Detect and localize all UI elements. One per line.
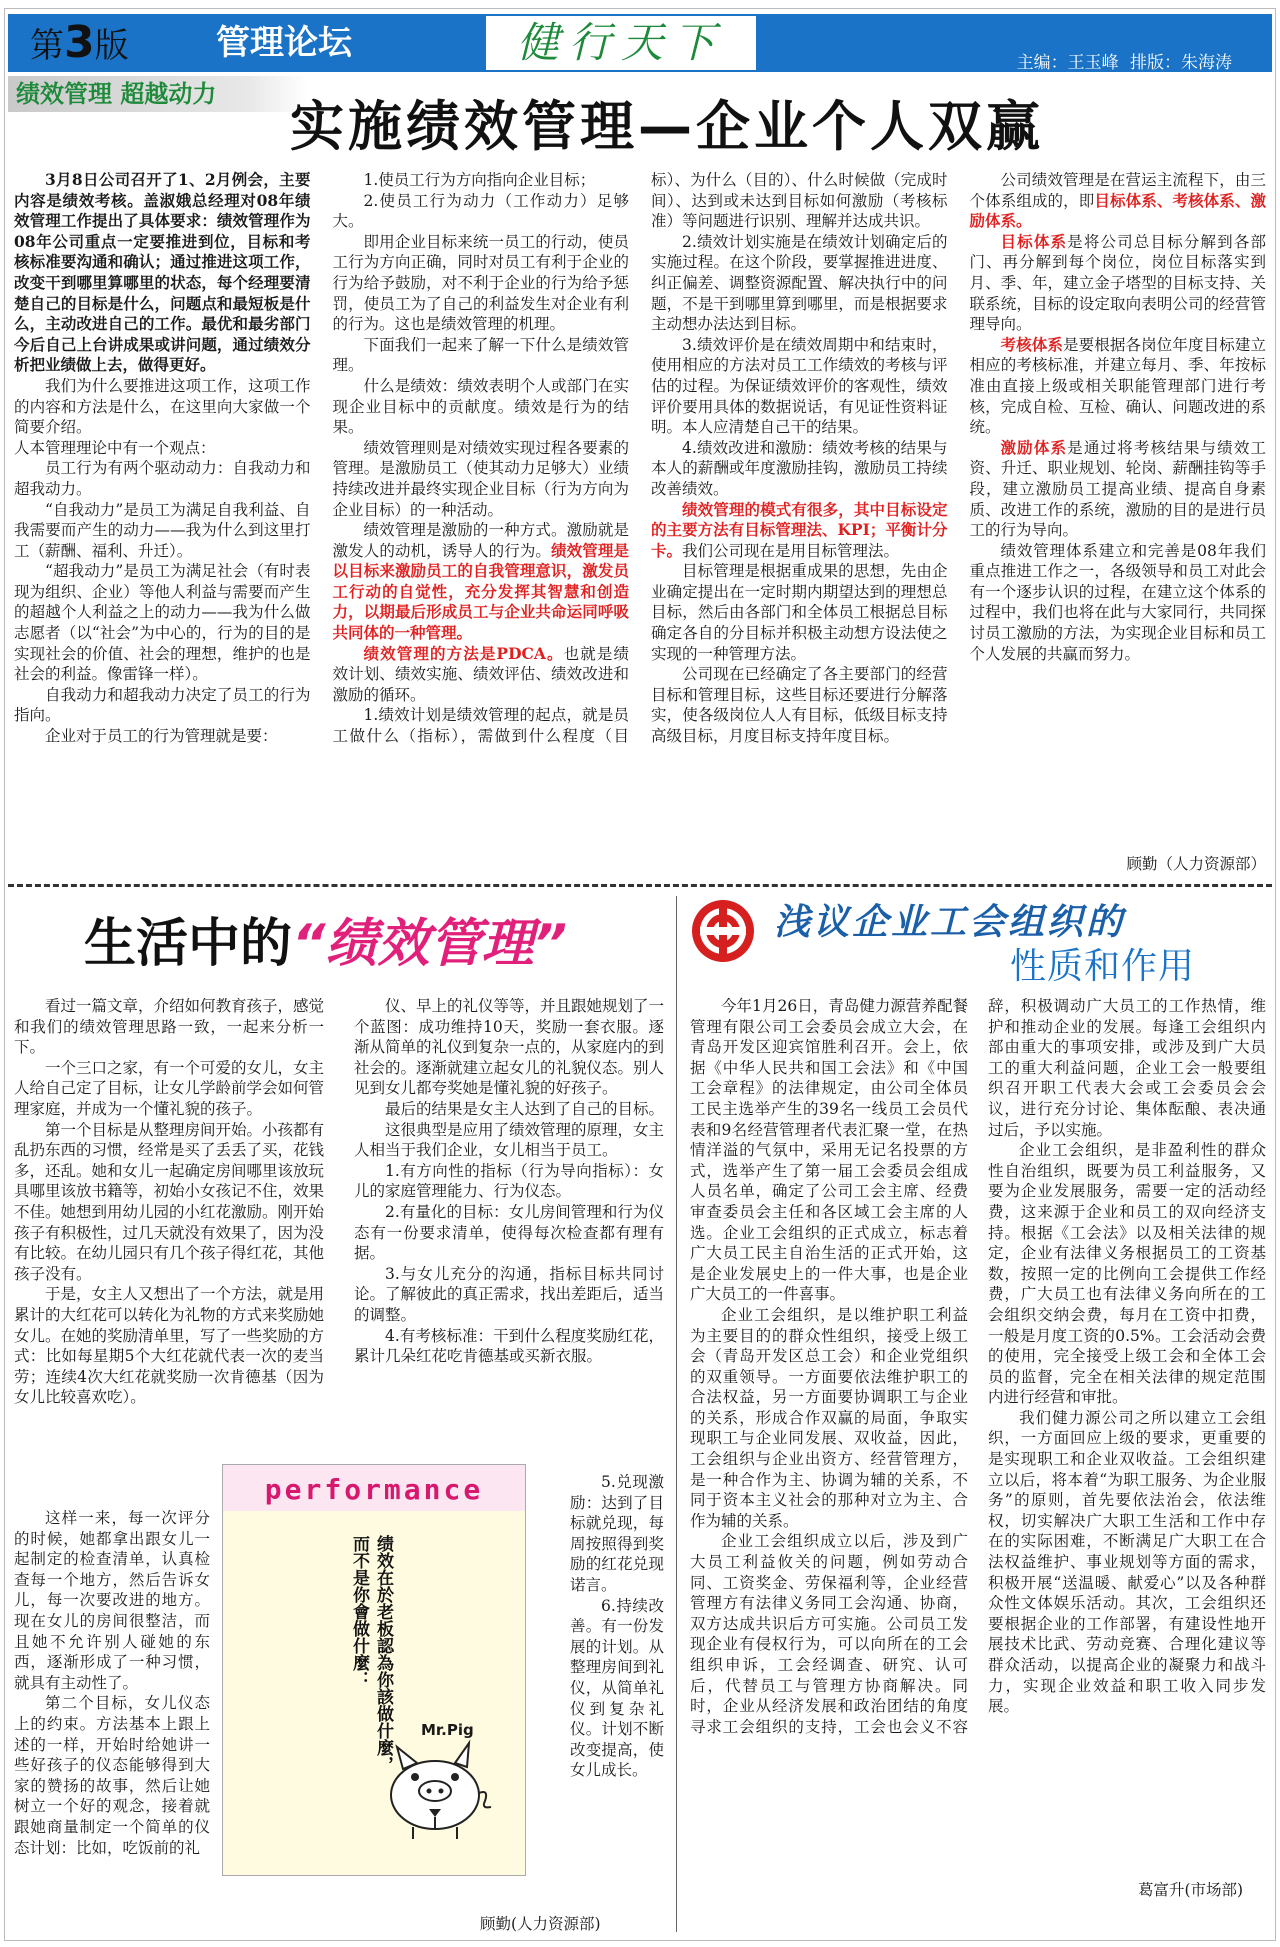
life-col-2 <box>354 996 664 1367</box>
union-story-paragraph: 今年1月26日，青岛健力源营养配餐管理有限公司工会委员会成立大会，在青岛开发区迎宾馆胜利召开。会上，依据《中华人民共和国工会法》和《中国工会章程》的法律规定，由公司全体员工民主选举产生的39名一线员工会员代表和9名经营管理者代表汇聚一堂，在热情洋溢的气氛中，采用无记名投票的方式，选举产生了第一届工会委员会组成人员名单，确定了公司工会主席、经费审查委员会主任和各区域工会主席的人选。企业工会组织的正式成立，标志着广大员工民主自治生活的正式开始，这是企业发展史上的一件大事，也是企业广大员工的一件喜事。 <box>690 997 968 1304</box>
top-story-paragraph <box>651 561 948 664</box>
performance-quote: 绩效在於老板認為你該做什麼，而不是你會做什麼： <box>349 1535 393 1773</box>
union-story-byline: 葛富升(市场部) <box>1138 1881 1244 1899</box>
highlight-text: 目标体系、考核体系、激励体系。 <box>969 190 1266 231</box>
paragraph-text: 公司现在已经确定了各主要部门的经营目标和管理目标，这些目标还要进行分解落实，使各级岗位人人有目标，低级目标支持高级目标，月度目标支持年度目标。 <box>651 665 948 746</box>
life-col-1b <box>14 1508 210 1858</box>
paragraph-text: 是要根据各岗位年度目标建立相应的考核标准，并建立每月、季、年按标准由直接上级或相关职能管理部门进行考核，完成自检、互检、确认、问题改进的系统。 <box>969 335 1266 437</box>
union-story-body <box>690 996 1266 1906</box>
life-story-paragraph: 6.持续改善。有一份发展的计划。从整理房间到礼仪，从简单礼仪到复杂礼仪。计划不断改变提高，使女儿成长。 <box>570 1596 664 1780</box>
life-story-paragraph: 这很典型是应用了绩效管理的原理，女主人相当于我们企业，女儿相当于员工。 <box>354 1120 665 1160</box>
life-story-paragraph: 第二个目标，女儿仪态上的约束。方法基本上跟上述的一样，开始时给她讲一些好孩子的仪态能够得到大家的赞扬的故事，然后让她树立一个好的观念，接着就跟她商量制定一个简单的仪态计划：比如，吃饭前的礼 <box>14 1694 210 1857</box>
paragraph-text: 员工行为有两个驱动动力：自我动力和超我动力。 <box>14 459 311 498</box>
top-story-paragraph <box>651 500 948 562</box>
masthead <box>8 14 1272 72</box>
top-story-paragraph <box>14 458 311 499</box>
paragraph-text: 3月8日公司召开了1、2月例会，主要内容是绩效考核。盖淑娥总经理对08年绩效管理工作提出了具体要求：绩效管理作为08年公司重点一定要推进到位，目标和考核标准要沟通和确认；通过推进这项工作，改变干到哪里算哪里的状态，每个经理要清楚自己的目标是什么，问题点和最短板是什么，主动改进自己的工作。最优和最劣部门今后自己上台讲成果或讲问题，通过绩效分析把业绩做上去，做得更好。 <box>14 170 311 375</box>
editors-credit: 主编：王玉峰 排版：朱海涛 <box>756 14 1272 72</box>
union-story-paragraph: 企业工会组织成立以后，涉及到广大员工利益攸关的问题，例如劳动合同、工资奖金、劳保福利等，企业经营管理方有法律义务同工会沟通、协商，双方达成共识后方可实施。公司员工发现企业有侵权行为，可以向所在的工会组织申诉，工会经调查、研究、认可后，代替员工与管理方协商解决。同时，企业从经济发展和政治团结的角度寻求工会组织的支持，工会也会义不容辞，积极调动广大员工的工作热情，维护和推动企业的发展。每逢工会组织内部由重大的事项安排，或涉及到广大员工的重大利益问题，企业工会一般要组织召开职工代表大会或工会委员会会议，进行充分讨论、集体酝酿、表决通过后，予以实施。 <box>690 997 1266 1736</box>
paragraph-text: 我们为什么要推进这项工作，这项工作的内容和方法是什么，在这里向大家做一个简要介绍。 <box>14 376 311 437</box>
top-story-paragraph <box>651 664 948 746</box>
paragraph-text: 是将公司总目标分解到各部门、再分解到每个岗位，岗位目标落实到月、季、年，建立金子塔型的目标支持、关联系统，目标的设定取向表明公司的经营管理导向。 <box>969 232 1266 334</box>
paragraph-text: “超我动力”是员工为满足社会（有时表现为组织、企业）等他人利益与需要而产生的超越个人利益之上的动力——我为什么做志愿者（以“社会”为中心的，行为的目的是实现社会的价值、社会的理想，维护的也是社会的利益。像雷锋一样）。 <box>14 562 311 684</box>
paragraph-text: 我们公司现在是用目标管理法。 <box>682 541 900 560</box>
top-story-paragraph <box>333 376 630 438</box>
column-rule <box>676 896 677 1932</box>
life-story-paragraph: 4.有考核标准：干到什么程度奖励红花，累计几朵红花吃肯德基或买新衣服。 <box>354 1326 664 1366</box>
top-story-paragraph <box>14 500 311 562</box>
life-story-paragraph: 5.兑现激励：达到了目标就兑现，每周按照得到奖励的红花兑现诺言。 <box>570 1473 664 1594</box>
top-story-paragraph <box>333 644 630 706</box>
life-story-paragraph: 1.有方向性的指标（行为导向指标）：女儿的家庭管理能力、行为仪态。 <box>354 1161 664 1201</box>
paragraph-text: 绩效管理则是对绩效实现过程各要素的管理。是激励员工（使其动力足够大）业绩持续改进并最终实现企业目标（行为方向为企业目标）的一种活动。 <box>332 438 629 519</box>
life-story-paragraph: 仪、早上的礼仪等等，并且跟她规划了一个蓝图：成功维持10天，奖励一套衣服。逐渐从简单的礼仪到复杂一点的，从家庭内的到社会的。逐渐就建立起女儿的礼貌仪态。别人见到女儿都夸奖她是懂礼貌的好孩子。 <box>354 997 665 1098</box>
life-col-1 <box>14 996 324 1408</box>
life-story-paragraph: 2.有量化的目标：女儿房间管理和行为仪态有一份要求清单，使得每次检查都有理有据。 <box>354 1202 664 1263</box>
performance-box <box>222 1464 526 1876</box>
life-story-paragraph: 于是，女主人又想出了一个方法，就是用累计的大红花可以转化为礼物的方式来奖励她女儿。在她的奖励清单里，写了一些奖励的方式：比如每星期5个大红花就代表一次的麦当劳；连续4次大红花就奖励一次肯德基（因为女儿比较喜欢吃）。 <box>14 1285 325 1407</box>
union-story-paragraph: 企业工会组织，是非盈利性的群众性自治组织，既要为员工利益服务，又要为企业发展服务，需要一定的活动经费，这来源于企业和员工的双向经济支持。根据《工会法》以及相关法律的规定，企业有法律义务根据员工的工资基数，按照一定的比例向工会提供工作经费，广大员工也有法律义务向所在的工会组织交纳会费，每月在工资中扣费，一般是月度工资的0.5%。工会活动会费的使用，完全接受上级工会和全体工会员的监督，完全在相关法律的规定范围内进行经营和审批。 <box>988 1141 1266 1407</box>
paragraph-text: 3.绩效评价是在绩效周期中和结束时，使用相应的方法对员工工作绩效的考核与评估的过程。为保证绩效评价的客观性，绩效评价要用具体的数据说话，有见证性资料证明。本人应清楚自己干的结果。 <box>651 335 948 437</box>
top-story-paragraph <box>970 232 1267 335</box>
top-story-paragraph <box>14 376 311 438</box>
life-title-highlight: “绩效管理” <box>292 914 567 974</box>
paragraph-text: 也就是绩效计划、绩效实施、绩效评估、绩效改进和激励的循环。 <box>332 644 629 704</box>
pig-cartoon-icon <box>373 1733 503 1843</box>
top-story-headline: 实施绩效管理—企业个人双赢 <box>290 95 1044 158</box>
top-story-paragraph <box>14 561 311 685</box>
paragraph-text: 企业对于员工的行为管理就是要： <box>45 727 278 746</box>
life-story-byline: 顾勤(人力资源部) <box>480 1915 601 1933</box>
paragraph-text: “自我动力”是员工为满足自我利益、自我需要而产生的动力——我为什么到这里打工（薪酬、福利、升迁）。 <box>14 500 311 560</box>
paragraph-text: 公司绩效管理是在营运主流程下，由三个体系组成的，即 <box>969 171 1266 210</box>
paragraph-text: 绩效管理体系建立和完善是08年我们重点推进工作之一，各级领导和员工对此会有一个逐步认识的过程，在建立这个体系的过程中，我们也将在此与大家同行，共同探讨员工激励的方法，为实现企业目标和员工个人发展的共赢而努力。 <box>969 541 1266 663</box>
paragraph-text: 4.绩效改进和激励：绩效考核的结果与本人的薪酬或年度激励挂钩，激励员工持续改善绩效。 <box>651 438 948 498</box>
top-story-paragraph <box>333 232 630 335</box>
top-story-paragraph <box>333 438 630 520</box>
section-title: 管理论坛 <box>186 14 486 72</box>
top-story-body <box>14 170 1266 872</box>
life-story-paragraph: 3.与女儿充分的沟通，指标目标共同讨论。了解彼此的真正需求，找出差距后，适当的调整。 <box>354 1264 665 1324</box>
life-story-paragraph: 看过一篇文章，介绍如何教育孩子，感觉和我们的绩效管理思路一致，一起来分析一下。 <box>14 997 325 1057</box>
highlight-text: 绩效管理是以目标来激励员工的自我管理意识，激发员工行动的自觉性，充分发挥其智慧和创造力，以期最后形成员工与企业共命运同呼吸共同体的一种管理。 <box>332 540 629 643</box>
paper-name: 健行天下 <box>486 14 756 72</box>
paragraph-text: 绩效管理是激励的一种方式。激励就是激发人的动机，诱导人的行为。 <box>332 521 629 560</box>
pig-label: Mr.Pig <box>421 1721 474 1739</box>
page-number: 第3版 <box>8 14 186 72</box>
paragraph-text: 2.使员工行为动力（工作动力）足够大。 <box>332 191 629 231</box>
union-emblem-icon <box>690 898 756 964</box>
paragraph-text: 自我动力和超我动力决定了员工的行为指向。 <box>14 685 311 725</box>
top-story-paragraph <box>651 335 948 438</box>
top-story-paragraph <box>333 335 630 376</box>
top-story-paragraph <box>651 438 948 500</box>
top-story-paragraph <box>333 170 630 191</box>
union-story-title-line2: 性质和作用 <box>1010 946 1196 987</box>
paragraph-text: 目标管理是根据重成果的思想，先由企业确定提出在一定时期内期望达到的理想总目标，然后由各部门和全体员工根据总目标确定各自的分目标并积极主动想方设法使之实现的一种管理方法。 <box>651 562 948 663</box>
top-story-paragraph <box>970 170 1267 232</box>
paragraph-text: 2.绩效计划实施是在绩效计划确定后的实施过程。在这个阶段，要掌握推进进度、纠正偏差、调整资源配置、解决执行中的问题，不是干到哪里算到哪里，而是根据要求主动想办法达到目标。 <box>651 232 948 334</box>
highlight-text: 绩效管理的模式有很多，其中目标设定的主要方法有目标管理法、KPI；平衡计分卡。 <box>651 499 948 560</box>
paragraph-text: 什么是绩效：绩效表明个人或部门在实现企业目标中的贡献度。绩效是行为的结果。 <box>332 376 629 437</box>
paragraph-text: 即用企业目标来统一员工的行动，使员工行为方向正确，同时对员工有利于企业的行为给予鼓励，对不利于企业的行为给予惩罚，使员工为了自己的利益发生对企业有利的行为。这也是绩效管理的机理。 <box>332 232 629 334</box>
top-story-byline: 顾勤（人力资源部） <box>1126 855 1266 873</box>
life-story-paragraph: 第一个目标是从整理房间开始。小孩都有乱扔东西的习惯，经常是买了丢丢了买，花钱多，还乱。她和女儿一起确定房间哪里该放玩具哪里该放书籍等，初始小女孩记不住，效果不佳。她想到用幼儿园的小红花激励。刚开始孩子有积极性，过几天就没有效果了，因为没有比较。在幼儿园只有几个孩子得红花，其他孩子没有。 <box>14 1120 325 1283</box>
top-story-paragraph <box>14 170 311 376</box>
top-story-paragraph <box>333 520 630 644</box>
top-story-paragraph <box>970 541 1267 665</box>
union-story-title-line1: 浅议企业工会组织的 <box>774 901 1126 943</box>
life-story-paragraph: 一个三口之家，有一个可爱的女儿，女主人给自己定了目标，让女儿学龄前学会如何管理家庭，并成为一个懂礼貌的孩子。 <box>14 1058 325 1118</box>
life-story-paragraph: 最后的结果是女主人达到了自己的目标。 <box>385 1099 665 1118</box>
life-story-paragraph: 这样一来，每一次评分的时候，她都拿出跟女儿一起制定的检查清单，认真检查每一个地方，然后告诉女儿，每一次要改进的地方。现在女儿的房间很整洁，而且她不允许别人碰她的东西，逐渐形成了一种习惯，就具有主动性了。 <box>14 1509 210 1692</box>
union-story-paragraph: 我们健力源公司之所以建立工会组织，一方面回应上级的要求，更重要的是实现职工和企业双收益。工会组织建立以后，将本着“为职工服务、为企业服务”的原则，首先要依法治会，依法维权，切实解决广大职工生活和工作中存在的实际困难，不断满足广大职工在合法权益维护、事业规划等方面的需求，积极开展“送温暖、献爱心”以及各种群众性文体娱乐活动。其次，工会组织还要根据企业的工作部署，有建设性地开展技术比武、劳动竞赛、合理化建议等群众活动，以提高企业的凝聚力和战斗力，实现企业效益和职工收入同步发展。 <box>988 1408 1266 1716</box>
highlight-text: 激励体系 <box>1000 437 1068 457</box>
life-title-prefix: 生活中的 <box>84 914 293 974</box>
top-story-paragraph <box>14 685 311 726</box>
performance-title: performance <box>264 1473 484 1506</box>
highlight-text: 目标体系 <box>1000 231 1068 251</box>
top-story-paragraph <box>14 726 311 747</box>
life-col-2b <box>570 1472 664 1781</box>
highlight-text: 绩效管理的方法是PDCA。 <box>363 643 564 663</box>
life-story-title <box>84 904 644 984</box>
top-story-paragraph <box>333 191 630 232</box>
section-divider <box>8 884 1272 887</box>
union-story-paragraph: 企业工会组织，是以维护职工利益为主要目的的群众性组织，接受上级工会（青岛开发区总工会）和企业党组织的双重领导。一方面要依法维护职工的合法权益，另一方面要协调职工与企业的关系，形成合作双赢的局面，争取实现职工与企业同发展、双收益，因此，工会组织与企业出资方、经营管理方，是一种合作为主、协调为辅的关系，不同于资本主义社会的那种对立为主、合作为辅的关系。 <box>690 1305 968 1530</box>
top-story-kicker: 绩效管理 超越动力 <box>8 76 308 112</box>
paragraph-text: 下面我们一起来了解一下什么是绩效管理。 <box>332 335 629 375</box>
top-story-paragraph <box>970 438 1267 541</box>
top-story-paragraph <box>970 335 1267 438</box>
paragraph-text: 是通过将考核结果与绩效工资、升迁、职业规划、轮岗、薪酬挂钩等手段，建立激励员工提高业绩、提高自身素质、改进工作的系统，激励的目的是进行员工的行为导向。 <box>969 438 1266 540</box>
top-story-paragraph <box>651 232 948 335</box>
highlight-text: 考核体系 <box>1000 334 1063 354</box>
top-story-paragraph <box>14 438 311 459</box>
paragraph-text: 1.绩效计划是绩效管理的起点，就是员工做什么（指标），需做到什么程度（目标）、为什么（目的）、什么时候做（完成时间）、达到或未达到目标如何激励（考核标准）等问题进行识别、理解并达成共识。 <box>332 171 948 746</box>
paragraph-text: 1.使员工行为方向指向企业目标； <box>363 171 596 189</box>
paragraph-text: 人本管理理论中有一个观点： <box>14 438 216 457</box>
